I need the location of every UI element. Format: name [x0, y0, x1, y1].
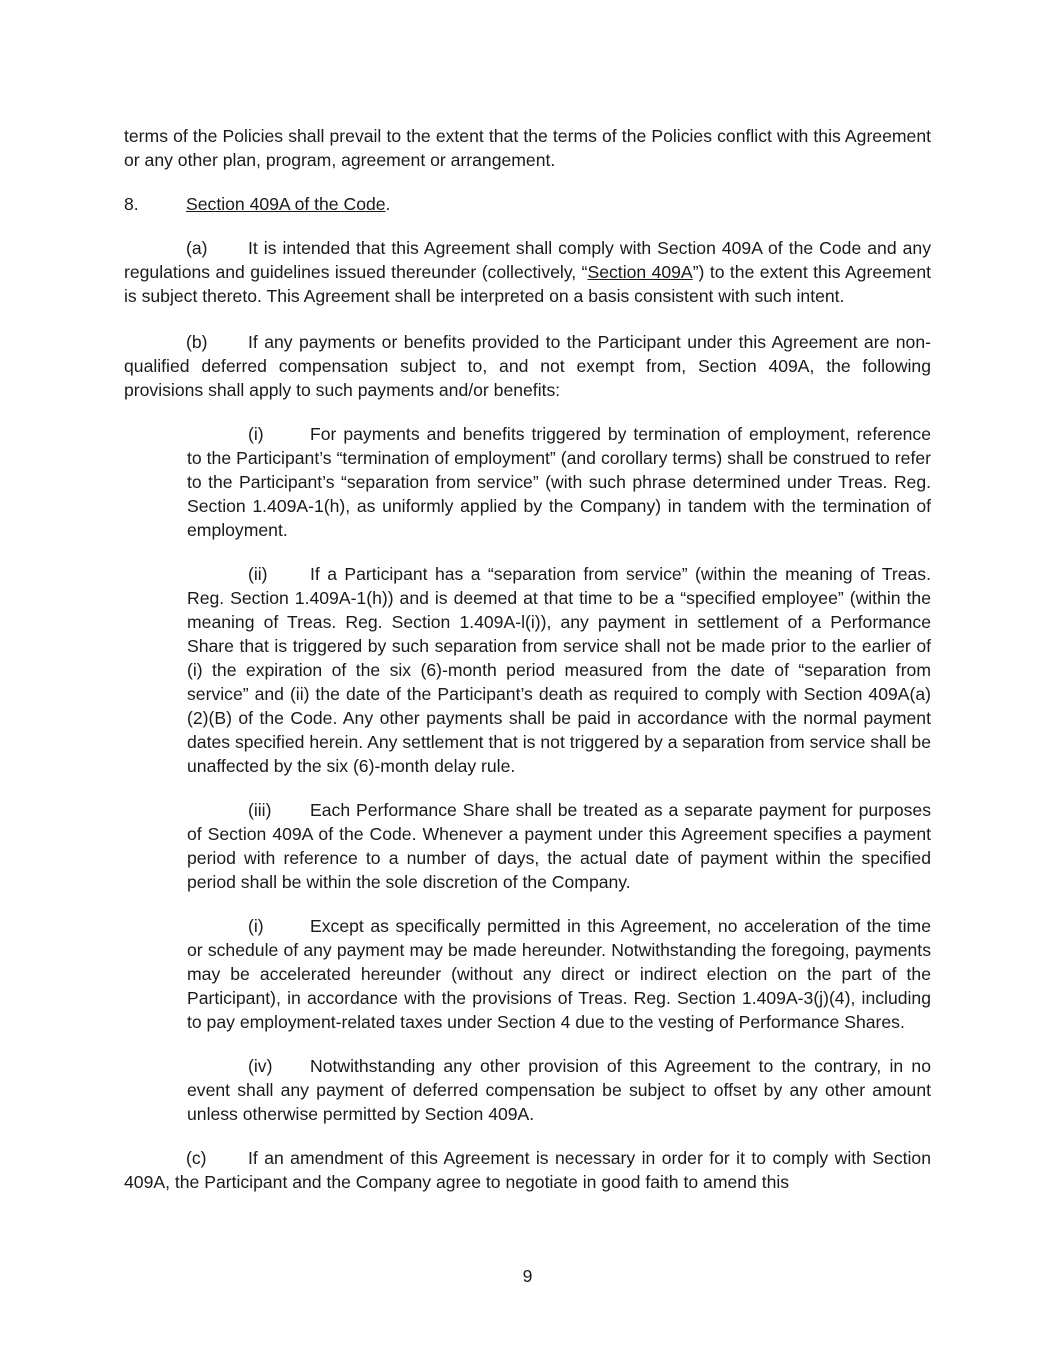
intro-paragraph: terms of the Policies shall prevail to the extent that the terms of the Policies conflict with this Agreement or any other plan, program, agreement or arrangement.	[124, 126, 931, 170]
section-number: 8.	[124, 194, 139, 214]
sub-item-label: (i)	[248, 424, 264, 444]
section-title-suffix: .	[385, 194, 391, 214]
sub-item-iv	[187, 1054, 931, 1126]
sub-item-text: For payments and benefits triggered by termination of employment, reference to the Participant’s “termination of employment” (and corollary terms) shall be construed to refer to the Participant’s “separation from service” (with such phrase determined under Treas. Reg. Section 1.409A-1(h), as uniformly applied by the Company) in tandem with the termination of employment.	[187, 424, 931, 540]
sub-item-text: Each Performance Share shall be treated as a separate payment for purposes of Section 409A of the Code. Whenever a payment under this Agreement specifies a payment period with reference to a number of days, the actual date of payment within the specified period shall be within the sole discretion of the Company.	[187, 800, 931, 892]
sub-item-iii	[187, 798, 931, 894]
paragraph-a	[124, 236, 931, 308]
paragraph-a-text-1: It is intended that this Agreement shall comply with Section 409A of the Code and any regulations and guidelines issued thereunder (collectively, “	[124, 238, 931, 282]
sub-item-i	[187, 422, 931, 542]
sub-item-label: (i)	[248, 916, 264, 936]
paragraph-c	[124, 1146, 931, 1194]
paragraph-a-defined-term: Section 409A	[587, 262, 693, 282]
sub-item-text: If a Participant has a “separation from service” (within the meaning of Treas. Reg. Section 1.409A-1(h)) and is deemed at that time to be a “specified employee” (within the meaning of Treas. Reg. Section 1.409A-l(i)), any payment in settlement of a Performance Share that is triggered by such separation from service shall not be made prior to the earlier of (i) the expiration of the six (6)-month period measured from the date of “separation from service” and (ii) the date of the Participant’s death as required to comply with Section 409A(a)(2)(B) of the Code. Any other payments shall be paid in accordance with the normal payment dates specified herein. Any settlement that is not triggered by a separation from service shall be unaffected by the six (6)-month delay rule.	[187, 564, 931, 776]
paragraph-a-text-2: ”) to the extent this Agreement is subject thereto. This Agreement shall be interpreted on a basis consistent with such intent.	[124, 262, 932, 306]
section-title: Section 409A of the Code	[186, 194, 386, 214]
sub-item-label: (iii)	[248, 800, 272, 820]
page-number: 9	[522, 1266, 533, 1286]
sub-item-label: (ii)	[248, 564, 268, 584]
paragraph-c-text: If an amendment of this Agreement is necessary in order for it to comply with Section 409A, the Participant and the Company agree to negotiate in good faith to amend this	[124, 1148, 931, 1192]
paragraph-b-text: If any payments or benefits provided to the Participant under this Agreement are non-qualified deferred compensation subject to, and not exempt from, Section 409A, the following provisions shall apply to such payments and/or benefits:	[124, 332, 931, 400]
sub-item-ii	[187, 562, 931, 778]
sub-item-text: Notwithstanding any other provision of this Agreement to the contrary, in no event shall any payment of deferred compensation be subject to offset by any other amount unless otherwise permitted by Section 409A.	[187, 1056, 931, 1124]
section-heading	[124, 192, 931, 216]
sub-item-i-second	[187, 914, 931, 1034]
sub-item-label: (iv)	[248, 1056, 273, 1076]
paragraph-b-label: (b)	[186, 332, 208, 352]
paragraph-a-label: (a)	[186, 238, 208, 258]
sub-item-text: Except as specifically permitted in this Agreement, no acceleration of the time or schedule of any payment may be made hereunder. Notwithstanding the foregoing, payments may be accelerated hereunder (without any direct or indirect election on the part of the Participant), in accordance with the provisions of Treas. Reg. Section 1.409A-3(j)(4), including to pay employment-related taxes under Section 4 due to the vesting of Performance Shares.	[187, 916, 931, 1032]
document-page	[124, 124, 931, 1194]
paragraph-b	[124, 330, 931, 402]
paragraph-c-label: (c)	[186, 1148, 207, 1168]
